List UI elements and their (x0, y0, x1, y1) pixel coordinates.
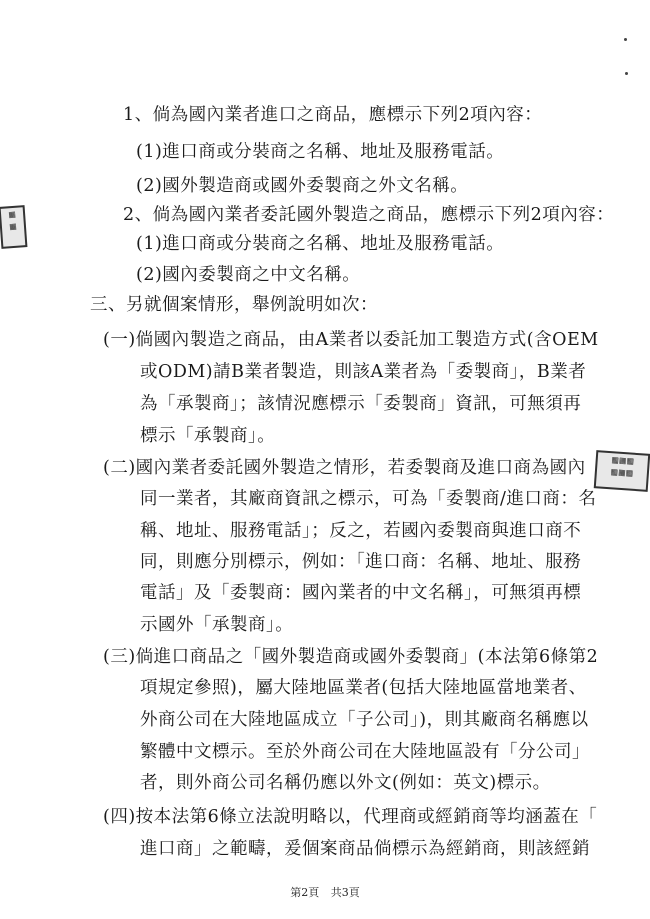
text-line: (1)進口商或分裝商之名稱、地址及服務電話。 (136, 234, 505, 254)
text-line: 同，則應分別標示，例如：「進口商：名稱、地址、服務 (140, 552, 582, 572)
text-line: 同一業者，其廠商資訊之標示，可為「委製商/進口商：名 (140, 489, 597, 509)
text-line: (三)倘進口商品之「國外製造商或國外委製商」(本法第6條第2 (103, 647, 599, 667)
text-line: (2)國外製造商或國外委製商之外文名稱。 (136, 176, 469, 196)
text-line: 或ODM)請B業者製造，則該A業者為「委製商」，B業者 (140, 362, 587, 382)
page-total: 共3頁 (330, 886, 360, 899)
text-line: 2、倘為國內業者委託國外製造之商品，應標示下列2項內容： (123, 205, 615, 225)
text-line: (2)國內委製商之中文名稱。 (136, 265, 361, 285)
text-line: 稱、地址、服務電話」；反之，若國內委製商與進口商不 (140, 521, 582, 541)
text-line: 者，則外商公司名稱仍應以外文(例如：英文)標示。 (140, 773, 551, 793)
seal-stamp-right: ▦▦▦ ▦▦▦ (594, 450, 650, 492)
text-line: 項規定參照)，屬大陸地區業者(包括大陸地區當地業者、 (140, 678, 587, 698)
seal-stamp-left: ▦ ▦ (0, 205, 27, 249)
text-line: 1、倘為國內業者進口之商品，應標示下列2項內容： (123, 105, 543, 125)
text-line: (二)國內業者委託國外製造之情形，若委製商及進口商為國內 (103, 458, 586, 478)
text-line: 外商公司在大陸地區成立「子公司」)，則其廠商名稱應以 (140, 710, 589, 730)
section-heading: 三、另就個案情形，舉例說明如次： (90, 295, 378, 315)
text-line: (四)按本法第6條立法說明略以，代理商或經銷商等均涵蓋在「 (103, 807, 598, 827)
scan-speck (624, 38, 627, 41)
text-line: 示國外「承製商」。 (140, 615, 294, 635)
page-footer (0, 886, 650, 900)
text-line: 進口商」之範疇，爰個案商品倘標示為經銷商，則該經銷 (140, 839, 590, 859)
text-line: 標示「承製商」。 (140, 426, 276, 446)
text-line: (1)進口商或分裝商之名稱、地址及服務電話。 (136, 142, 505, 162)
text-line: 電話」及「委製商：國內業者的中文名稱」，可無須再標 (140, 583, 582, 603)
page-number: 第2頁 (290, 886, 320, 899)
text-line: (一)倘國內製造之商品，由A業者以委託加工製造方式(含OEM (103, 330, 599, 350)
scan-speck (625, 72, 628, 75)
text-line: 為「承製商」；該情況應標示「委製商」資訊，可無須再 (140, 394, 582, 414)
text-line: 繁體中文標示。至於外商公司在大陸地區設有「分公司」 (140, 742, 590, 762)
